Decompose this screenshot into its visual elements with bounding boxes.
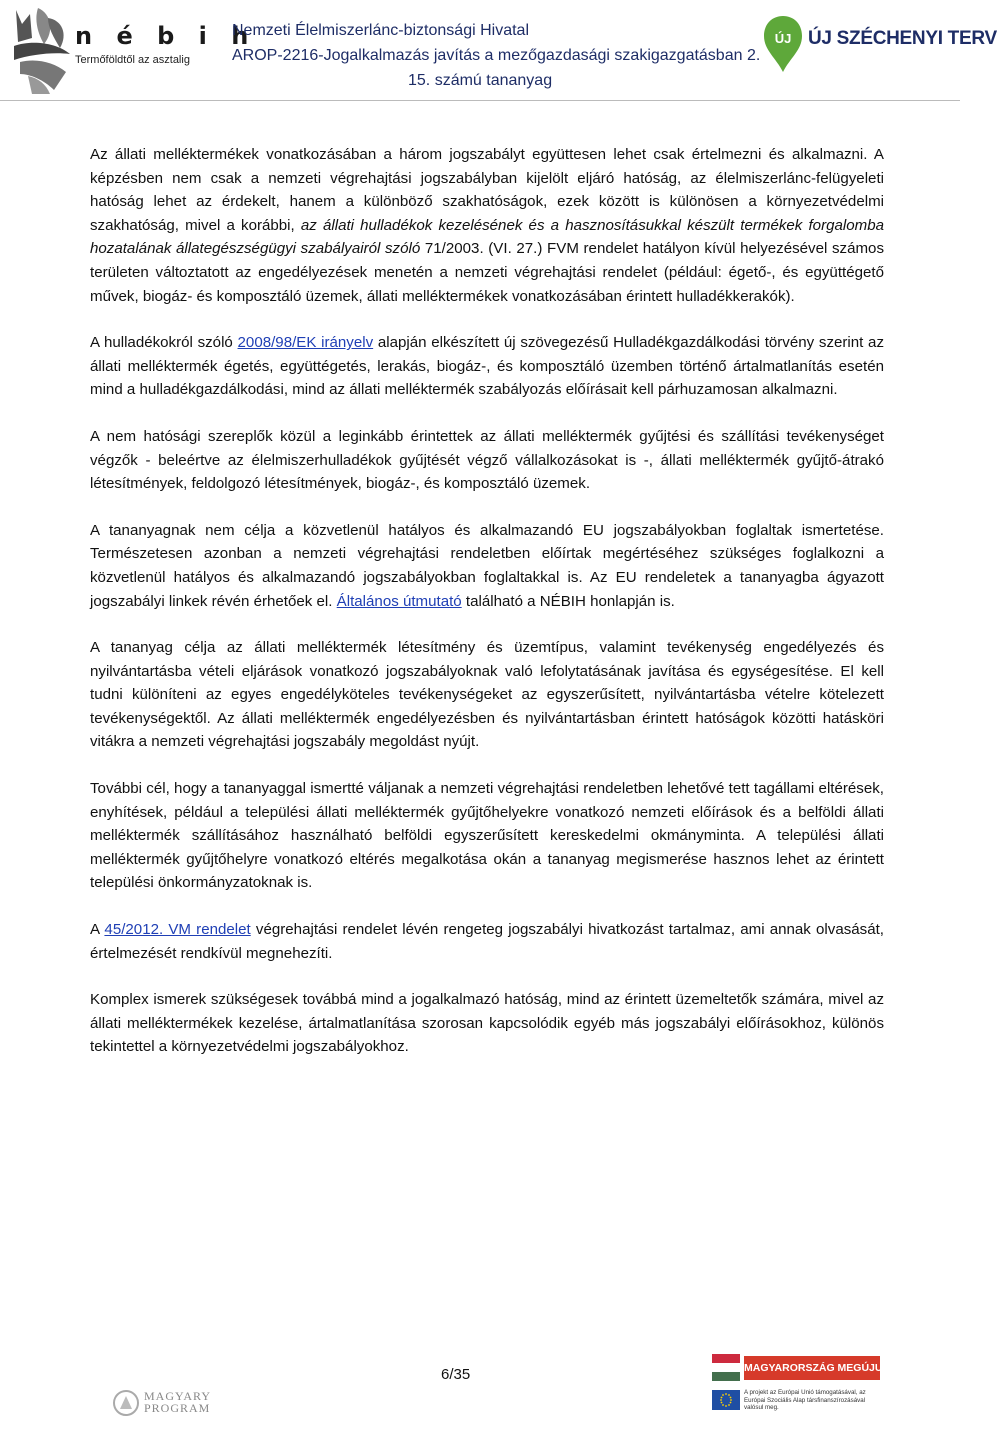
directive-2008-98-link[interactable]: 2008/98/EK irányelv — [237, 334, 374, 352]
paragraph-8: Komplex ismerek szükségesek továbbá mind a jogalkalmazó hatóság, mind az érintett üzemeltetők számára, mivel az állati melléktermékek kezelése, ártalmatlanítása szorosan kapcsolódik egyéb más jogszabályi előírásokhoz, különös tekintettel a környezetvédelmi jogszabályokhoz. — [90, 991, 884, 1056]
paragraph-4 — [90, 519, 884, 613]
paragraph-1-text-a: Az állati melléktermékek vonatkozásában a három jogszabályt együttesen lehet csak értelmezni és alkalmazni. A képzésben nem csak a nemzeti végrehajtási jogszabályban kijelölt eljáró hatóság, az élelmiszerlánc-felügyeleti hatóság lehet az érdekelt, hanem a különböző szakhatóságok, ezek között is különösen a környezetvédelmi szakhatóság, mivel a korábbi, — [90, 146, 884, 234]
header-material-number: 15. számú tananyag — [408, 72, 553, 89]
eu-flag-icon — [712, 1390, 740, 1410]
magyary-program-label — [144, 1390, 211, 1414]
hungarian-flag-icon — [712, 1354, 740, 1381]
nebih-logo-tagline: Termőföldtől az asztalig — [75, 54, 190, 66]
paragraph-1-text-b: 71/2003. (VI. 27.) FVM rendelet hatályon kívül helyezésével számos területen változtatott az engedélyezések menetén a nemzeti végrehajtási rendelet (például: égető-, és együttégető művek, biogáz- és komposztáló üzemek, állati melléktermékek vonatkozásában érintett hulladékkerakók). — [90, 240, 884, 305]
main-text — [90, 143, 884, 1082]
page-number: 6/35 — [441, 1366, 471, 1383]
magyary-icon — [112, 1389, 140, 1417]
paragraph-7 — [90, 918, 884, 965]
header-agency-name: Nemzeti Élelmiszerlánc-biztonsági Hivatal — [232, 22, 529, 39]
paragraph-7-text-b: végrehajtási rendelet lévén rengeteg jogszabályi hivatkozást tartalmaz, ami annak olvasását, értelmezését rendkívül megnehezíti. — [90, 921, 884, 962]
szechenyi-icon-label: ÚJ — [774, 31, 792, 46]
paragraph-3: A nem hatósági szereplők közül a leginkább érintettek az állati melléktermék gyűjtési és szállítási tevékenységet végzők - beleértve az élelmiszerhulladékok gyűjtését végző vállalkozásokat is -, állati melléktermék gyűjtő-átrakó létesítmények, feldolgozó létesítmények, biogáz-, és komposztáló üzemek. — [90, 427, 884, 493]
magyary-line1: MAGYARY — [144, 1389, 212, 1403]
nebih-logo-icon — [8, 4, 78, 96]
paragraph-2 — [90, 331, 884, 402]
decree-45-2012-link[interactable]: 45/2012. VM rendelet — [104, 921, 251, 939]
paragraph-1 — [90, 143, 884, 308]
nebih-logo-name: n é b i h — [75, 22, 257, 50]
paragraph-7-text-a: A — [90, 921, 105, 939]
paragraph-4-text-a: A tananyagnak nem célja a közvetlenül hatályos és alkalmazandó EU jogszabályokban foglaltak ismertetése. Természetesen azonban a nemzeti végrehajtási rendeletben előírtak megértéséhez szükséges foglalkozni a közvetlenül hatályos és alkalmazandó jogszabályokban foglaltakkal is. Az EU rendeletek a tananyagba ágyazott jogszabályi linkek révén érhetőek el. — [90, 521, 884, 610]
eu-funding-note: A projekt az Európai Unió támogatásával, az Európai Szociális Alap társfinanszírozásával valósul meg. — [744, 1389, 866, 1411]
szechenyi-plan-label: ÚJ SZÉCHENYI TERV — [808, 28, 997, 49]
header-project-name: AROP-2216-Jogalkalmazás javítás a mezőgazdasági szakigazgatásban 2. — [232, 47, 761, 64]
general-guide-link[interactable]: Általános útmutató — [336, 592, 462, 610]
paragraph-6: További cél, hogy a tananyaggal ismertté váljanak a nemzeti végrehajtási rendeletben lehetővé tett tagállami eltérések, enyhítések, például a települési állati melléktermék gyűjtőhelyekre vonatkozó nemzeti előírások és a belföldi állati melléktermék szállításához használható belföldi egyszerűsített kereskedelmi okmányminta. A települési állati melléktermék gyűjtőhelyre vonatkozó eltérés megalkotása okán a tananyag megismerése hasznos lehet az érintett települési önkormányzatoknak is. — [90, 780, 884, 892]
header-divider — [0, 100, 960, 101]
page-header — [0, 0, 997, 102]
magyarorszag-megujul-banner: MAGYARORSZÁG MEGÚJUL — [744, 1356, 880, 1380]
paragraph-5: A tananyag célja az állati melléktermék létesítmény és üzemtípus, valamint tevékenység engedélyezés és nyilvántartásba vételi eljárások vonatkozó jogszabályoknak való lefolytatásának javítása és egységesítése. El kell tudni különíteni az egyes engedélyköteles tevékenységeket az egyszerűsített, nyilvántartásba vételre kötelezett tevékenységektől. Az állati melléktermék engedélyezésben és nyilvántartásban érintett hatóságok közötti hatásköri vitákra a nemzeti végrehajtási jogszabály megoldást nyújt. — [90, 639, 884, 751]
paragraph-2-text-b: alapján elkészített új szövegezésű Hulladékgazdálkodási törvény szerint az állati melléktermék égetés, együttégetés, lerakás, biogáz-, és komposztáló üzemben történő ártalmatlanítás esetén mind a hulladékgazdálkodási, mind az állati melléktermék szabályozás előírásait kell párhuzamosan alkalmazni. — [90, 334, 884, 399]
paragraph-1-italic-title: az állati hulladékok kezelésének és a hasznosításukkal készült termékek forgalomba hozatalának állategészségügyi szabályairól szóló — [90, 216, 884, 258]
paragraph-4-text-b: található a NÉBIH honlapján is. — [461, 592, 675, 610]
header-title-block — [232, 18, 761, 93]
szechenyi-icon — [762, 14, 804, 74]
magyary-line2: PROGRAM — [144, 1401, 211, 1415]
paragraph-2-text-a: A hulladékokról szóló — [90, 334, 238, 352]
